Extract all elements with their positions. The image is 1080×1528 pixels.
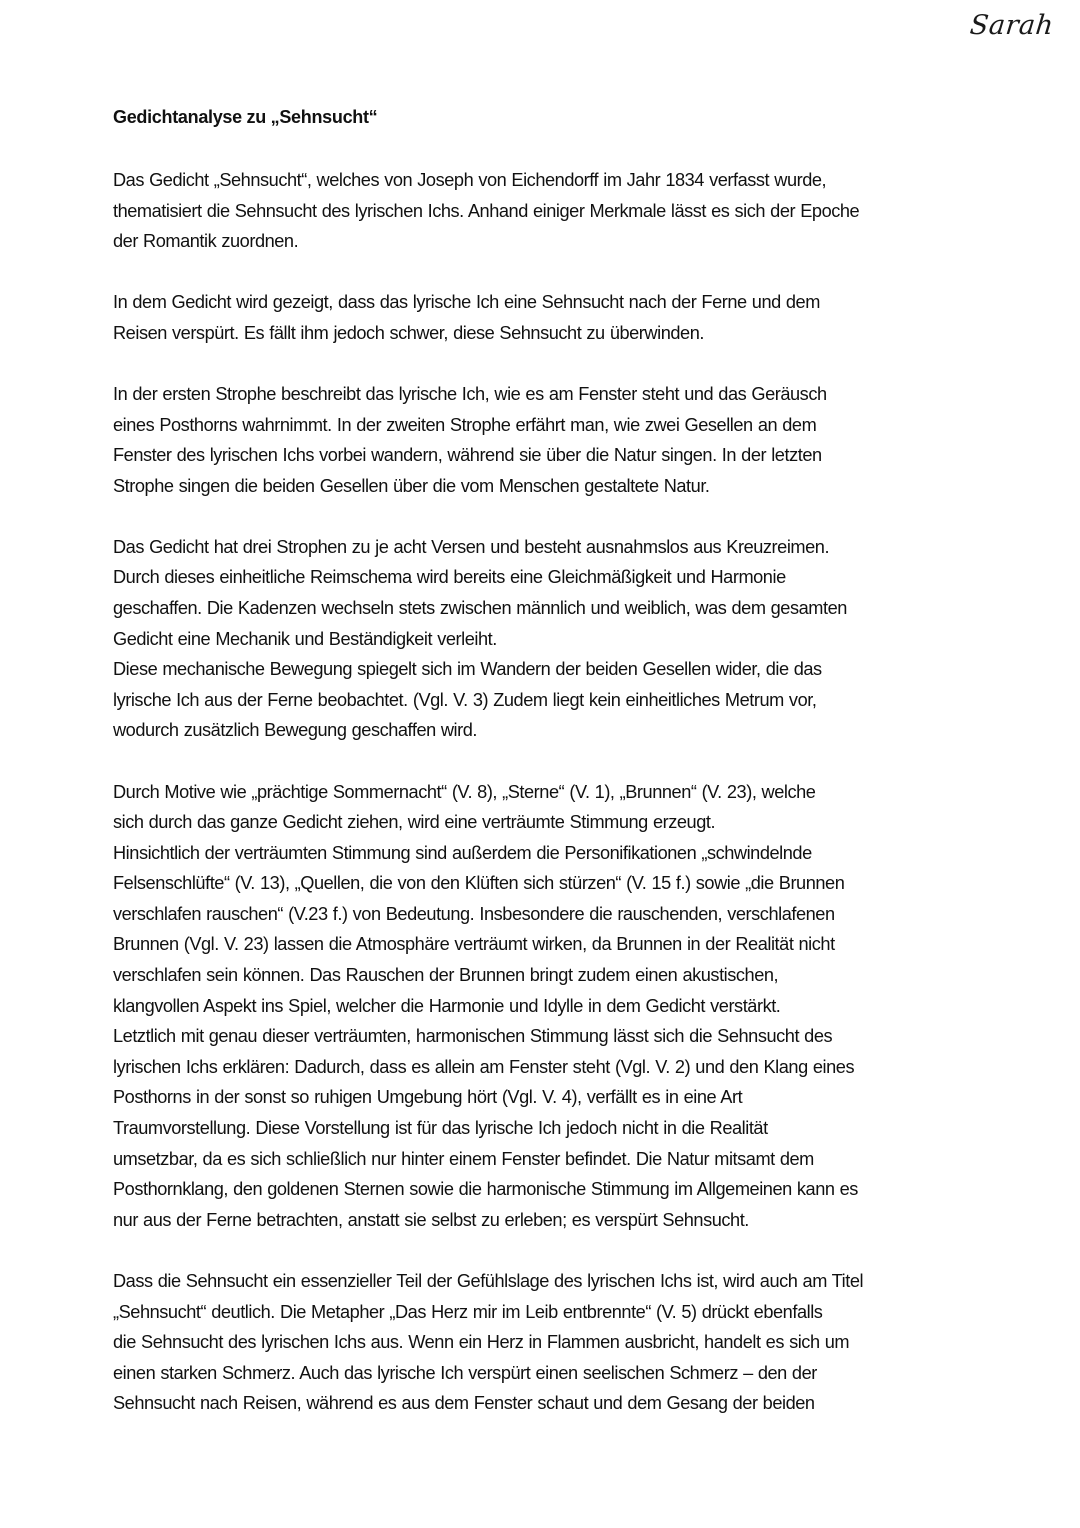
- text-line: Letztlich mit genau dieser verträumten, harmonischen Stimmung lässt sich die Sehnsucht des: [113, 1026, 833, 1047]
- text-line: klangvollen Aspekt ins Spiel, welcher die Harmonie und Idylle in dem Gedicht verstärkt.: [113, 995, 781, 1016]
- text-line: Fenster des lyrischen Ichs vorbei wandern, während sie über die Natur singen. In der letzten: [113, 445, 822, 466]
- paragraph-content-summary: [113, 379, 993, 501]
- text-line: „Sehnsucht“ deutlich. Die Metapher „Das Herz mir im Leib entbrennte“ (V. 5) drückt ebenfalls: [113, 1301, 823, 1322]
- text-line: verschlafen rauschen“ (V.23 f.) von Bedeutung. Insbesondere die rauschenden, verschlafenen: [113, 903, 835, 924]
- text-line: Posthorns in der sonst so ruhigen Umgebung hört (Vgl. V. 4), verfällt es in eine Art: [113, 1087, 743, 1108]
- text-line: Posthornklang, den goldenen Sternen sowie die harmonische Stimmung im Allgemeinen kann es: [113, 1179, 858, 1200]
- text-line: lyrischen Ichs erklären: Dadurch, dass es allein am Fenster steht (Vgl. V. 2) und den Klang eines: [113, 1056, 855, 1077]
- text-line: Hinsichtlich der verträumten Stimmung sind außerdem die Personifikationen „schwindelnde: [113, 842, 812, 863]
- text-line: die Sehnsucht des lyrischen Ichs aus. Wenn ein Herz in Flammen ausbricht, handelt es sich um: [113, 1332, 850, 1353]
- paragraph-thesis: [113, 287, 993, 348]
- text-line: Das Gedicht hat drei Strophen zu je acht Versen und besteht ausnahmslos aus Kreuzreimen.: [113, 536, 830, 557]
- text-line: sich durch das ganze Gedicht ziehen, wird eine verträumte Stimmung erzeugt.: [113, 812, 716, 833]
- text-line: In dem Gedicht wird gezeigt, dass das lyrische Ich eine Sehnsucht nach der Ferne und dem: [113, 292, 820, 313]
- text-line: Felsenschlüfte“ (V. 13), „Quellen, die von den Klüften sich stürzen“ (V. 15 f.) sowie „die Brunnen: [113, 873, 845, 894]
- text-line: Durch dieses einheitliche Reimschema wird bereits eine Gleichmäßigkeit und Harmonie: [113, 567, 786, 588]
- text-line: wodurch zusätzlich Bewegung geschaffen wird.: [113, 720, 478, 741]
- text-line: Sehnsucht nach Reisen, während es aus dem Fenster schaut und dem Gesang der beiden: [113, 1393, 815, 1414]
- text-line: In der ersten Strophe beschreibt das lyrische Ich, wie es am Fenster steht und das Geräusch: [113, 383, 827, 404]
- text-line: Gedicht eine Mechanik und Beständigkeit verleiht.: [113, 628, 497, 649]
- text-line: thematisiert die Sehnsucht des lyrischen Ichs. Anhand einiger Merkmale lässt es sich der Epoche: [113, 200, 860, 221]
- document-page: [113, 104, 993, 1449]
- text-line: Strophe singen die beiden Gesellen über die vom Menschen gestaltete Natur.: [113, 475, 710, 496]
- paragraph-introduction: [113, 165, 993, 257]
- text-line: Reisen verspürt. Es fällt ihm jedoch schwer, diese Sehnsucht zu überwinden.: [113, 322, 704, 343]
- text-line: der Romantik zuordnen.: [113, 231, 299, 252]
- document-title: Gedichtanalyse zu „Sehnsucht“: [113, 107, 378, 127]
- text-line: geschaffen. Die Kadenzen wechseln stets zwischen männlich und weiblich, was dem gesamten: [113, 598, 847, 619]
- text-line: verschlafen sein können. Das Rauschen der Brunnen bringt zudem einen akustischen,: [113, 965, 779, 986]
- text-line: Durch Motive wie „prächtige Sommernacht“ (V. 8), „Sterne“ (V. 1), „Brunnen“ (V. 23), welche: [113, 781, 816, 802]
- text-line: eines Posthorns wahrnimmt. In der zweiten Strophe erfährt man, wie zwei Gesellen an dem: [113, 414, 817, 435]
- text-line: Brunnen (Vgl. V. 23) lassen die Atmosphäre verträumt wirken, da Brunnen in der Realität nicht: [113, 934, 835, 955]
- paragraph-form-analysis: [113, 532, 993, 746]
- text-line: nur aus der Ferne betrachten, anstatt sie selbst zu erleben; es verspürt Sehnsucht.: [113, 1209, 749, 1230]
- text-line: einen starken Schmerz. Auch das lyrische Ich verspürt einen seelischen Schmerz – den der: [113, 1362, 817, 1383]
- handwritten-signature: Sarah: [968, 10, 1056, 41]
- text-line: lyrische Ich aus der Ferne beobachtet. (Vgl. V. 3) Zudem liegt kein einheitliches Metrum vor,: [113, 689, 817, 710]
- text-line: umsetzbar, da es sich schließlich nur hinter einem Fenster befindet. Die Natur mitsamt dem: [113, 1148, 814, 1169]
- text-line: Dass die Sehnsucht ein essenzieller Teil der Gefühlslage des lyrischen Ichs ist, wird auch am Titel: [113, 1270, 864, 1291]
- paragraph-language-analysis: [113, 777, 993, 1236]
- text-line: Traumvorstellung. Diese Vorstellung ist für das lyrische Ich jedoch nicht in die Realität: [113, 1118, 768, 1139]
- text-line: Das Gedicht „Sehnsucht“, welches von Joseph von Eichendorff im Jahr 1834 verfasst wurde,: [113, 170, 827, 190]
- text-line: Diese mechanische Bewegung spiegelt sich im Wandern der beiden Gesellen wider, die das: [113, 659, 822, 680]
- paragraph-metaphor-analysis: [113, 1266, 993, 1419]
